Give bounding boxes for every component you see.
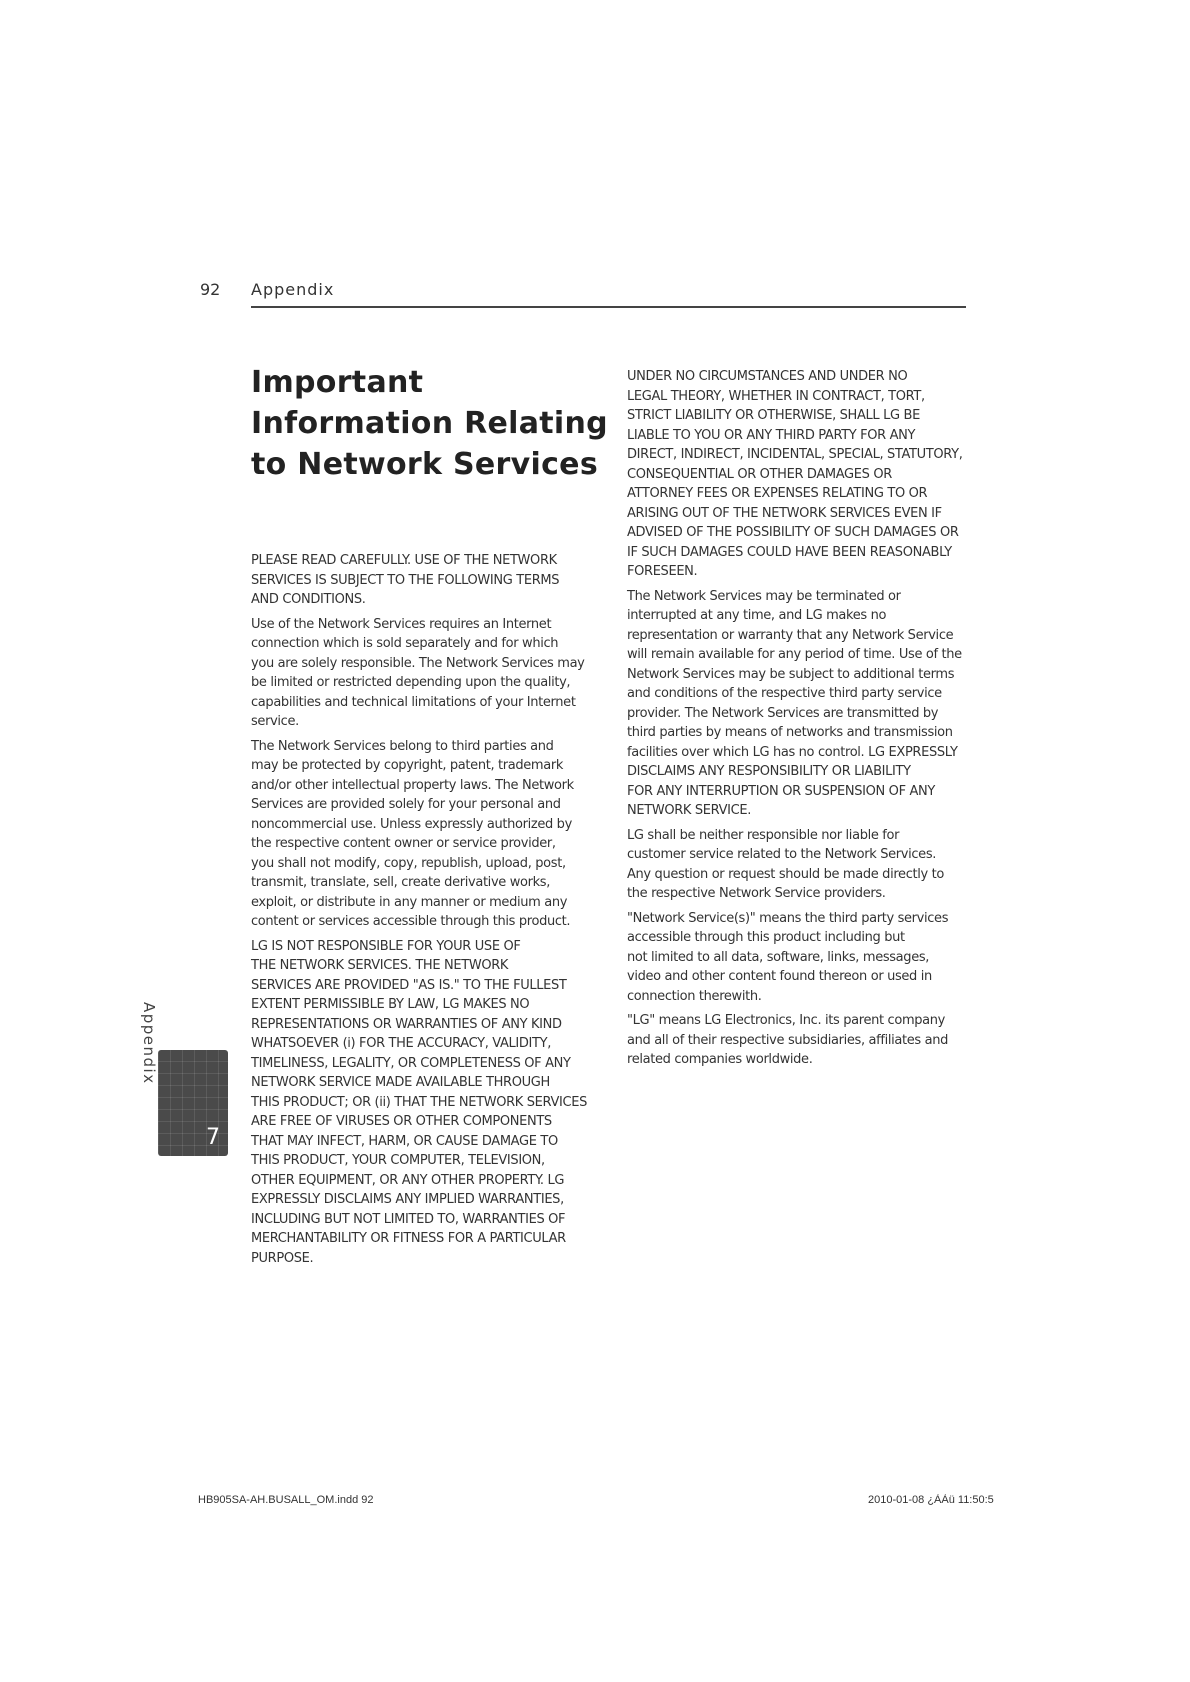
chapter-number: 7 (206, 1125, 220, 1150)
page-number: 92 (200, 280, 221, 299)
page-title: Important Information Relating to Network Services (251, 365, 608, 482)
paragraph-internet-connection: Use of the Network Services requires an Internet connection which is sold separately and for which you are solely responsible. The Network Services may be limited or restricted depending upon the quality, capabilities and technical limitations of your Internet service. (251, 616, 585, 729)
footer-file-name: HB905SA-AH.BUSALL_OM.indd 92 (198, 1494, 374, 1506)
chapter-tab (158, 1050, 228, 1156)
paragraph-third-party-ownership: The Network Services belong to third parties and may be protected by copyright, patent, trademark and/or other intellectual property laws. The Network Services are provided solely for your personal and noncommercial use. Unless expressly authorized by the respective content owner or service provider, you shall not modify, copy, republish, upload, post, transmit, translate, sell, create derivative works, exploit, or distribute in any manner or medium any content or services accessible through this product. (251, 738, 574, 929)
right-column (627, 367, 972, 1075)
section-header-title: Appendix (251, 280, 335, 299)
paragraph-definition-network-services: "Network Service(s)" means the third party services accessible through this product including but not limited to all data, software, links, messages, video and other content found thereon or used in connection therewith. (627, 910, 949, 1004)
left-column (251, 551, 596, 1273)
paragraph-notice: PLEASE READ CAREFULLY. USE OF THE NETWORK SERVICES IS SUBJECT TO THE FOLLOWING TERMS AND CONDITIONS. (251, 553, 560, 607)
paragraph-service-termination: The Network Services may be terminated or interrupted at any time, and LG makes no representation or warranty that any Network Service will remain available for any period of time. Use of the Network Services may be subject to additional terms and conditions of the respective third party service provider. The Network Services are transmitted by third parties by means of networks and transmission facilities over which LG has no control. LG EXPRESSLY DISCLAIMS ANY RESPONSIBILITY OR LIABILITY FOR ANY INTERRUPTION OR SUSPENSION OF ANY NETWORK SERVICE. (627, 588, 962, 818)
paragraph-disclaimer-as-is: LG IS NOT RESPONSIBLE FOR YOUR USE OF THE NETWORK SERVICES. THE NETWORK SERVICES ARE PROVIDED "AS IS." TO THE FULLEST EXTENT PERMISSIBLE BY LAW, LG MAKES NO REPRESENTATIONS OR WARRANTIES OF ANY KIND WHATSOEVER (i) FOR THE ACCURACY, VALIDITY, TIMELINESS, LEGALITY, OR COMPLETENESS OF ANY NETWORK SERVICE MADE AVAILABLE THROUGH THIS PRODUCT; OR (ii) THAT THE NETWORK SERVICES ARE FREE OF VIRUSES OR OTHER COMPONENTS THAT MAY INFECT, HARM, OR CAUSE DAMAGE TO THIS PRODUCT, YOUR COMPUTER, TELEVISION, OTHER EQUIPMENT, OR ANY OTHER PROPERTY. LG EXPRESSLY DISCLAIMS ANY IMPLIED WARRANTIES, INCLUDING BUT NOT LIMITED TO, WARRANTIES OF MERCHANTABILITY OR FITNESS FOR A PARTICULAR PURPOSE. (251, 938, 587, 1266)
paragraph-definition-lg: "LG" means LG Electronics, Inc. its parent company and all of their respective subsidiaries, affiliates and related companies worldwide. (627, 1013, 949, 1067)
header-rule (251, 306, 966, 308)
side-tab-label: Appendix (140, 1002, 158, 1085)
paragraph-customer-service: LG shall be neither responsible nor liable for customer service related to the Network Services. Any question or request should be made directly to the respective Network Service providers. (627, 827, 944, 901)
paragraph-limitation-of-liability: UNDER NO CIRCUMSTANCES AND UNDER NO LEGAL THEORY, WHETHER IN CONTRACT, TORT, STRICT LIABILITY OR OTHERWISE, SHALL LG BE LIABLE TO YOU OR ANY THIRD PARTY FOR ANY DIRECT, INDIRECT, INCIDENTAL, SPECIAL, STATUTORY, CONSEQUENTIAL OR OTHER DAMAGES OR ATTORNEY FEES OR EXPENSES RELATING TO OR ARISING OUT OF THE NETWORK SERVICES EVEN IF ADVISED OF THE POSSIBILITY OF SUCH DAMAGES OR IF SUCH DAMAGES COULD HAVE BEEN REASONABLY FORESEEN. (627, 369, 963, 579)
footer-timestamp: 2010-01-08 ¿ÀÀü 11:50:5 (868, 1494, 994, 1506)
